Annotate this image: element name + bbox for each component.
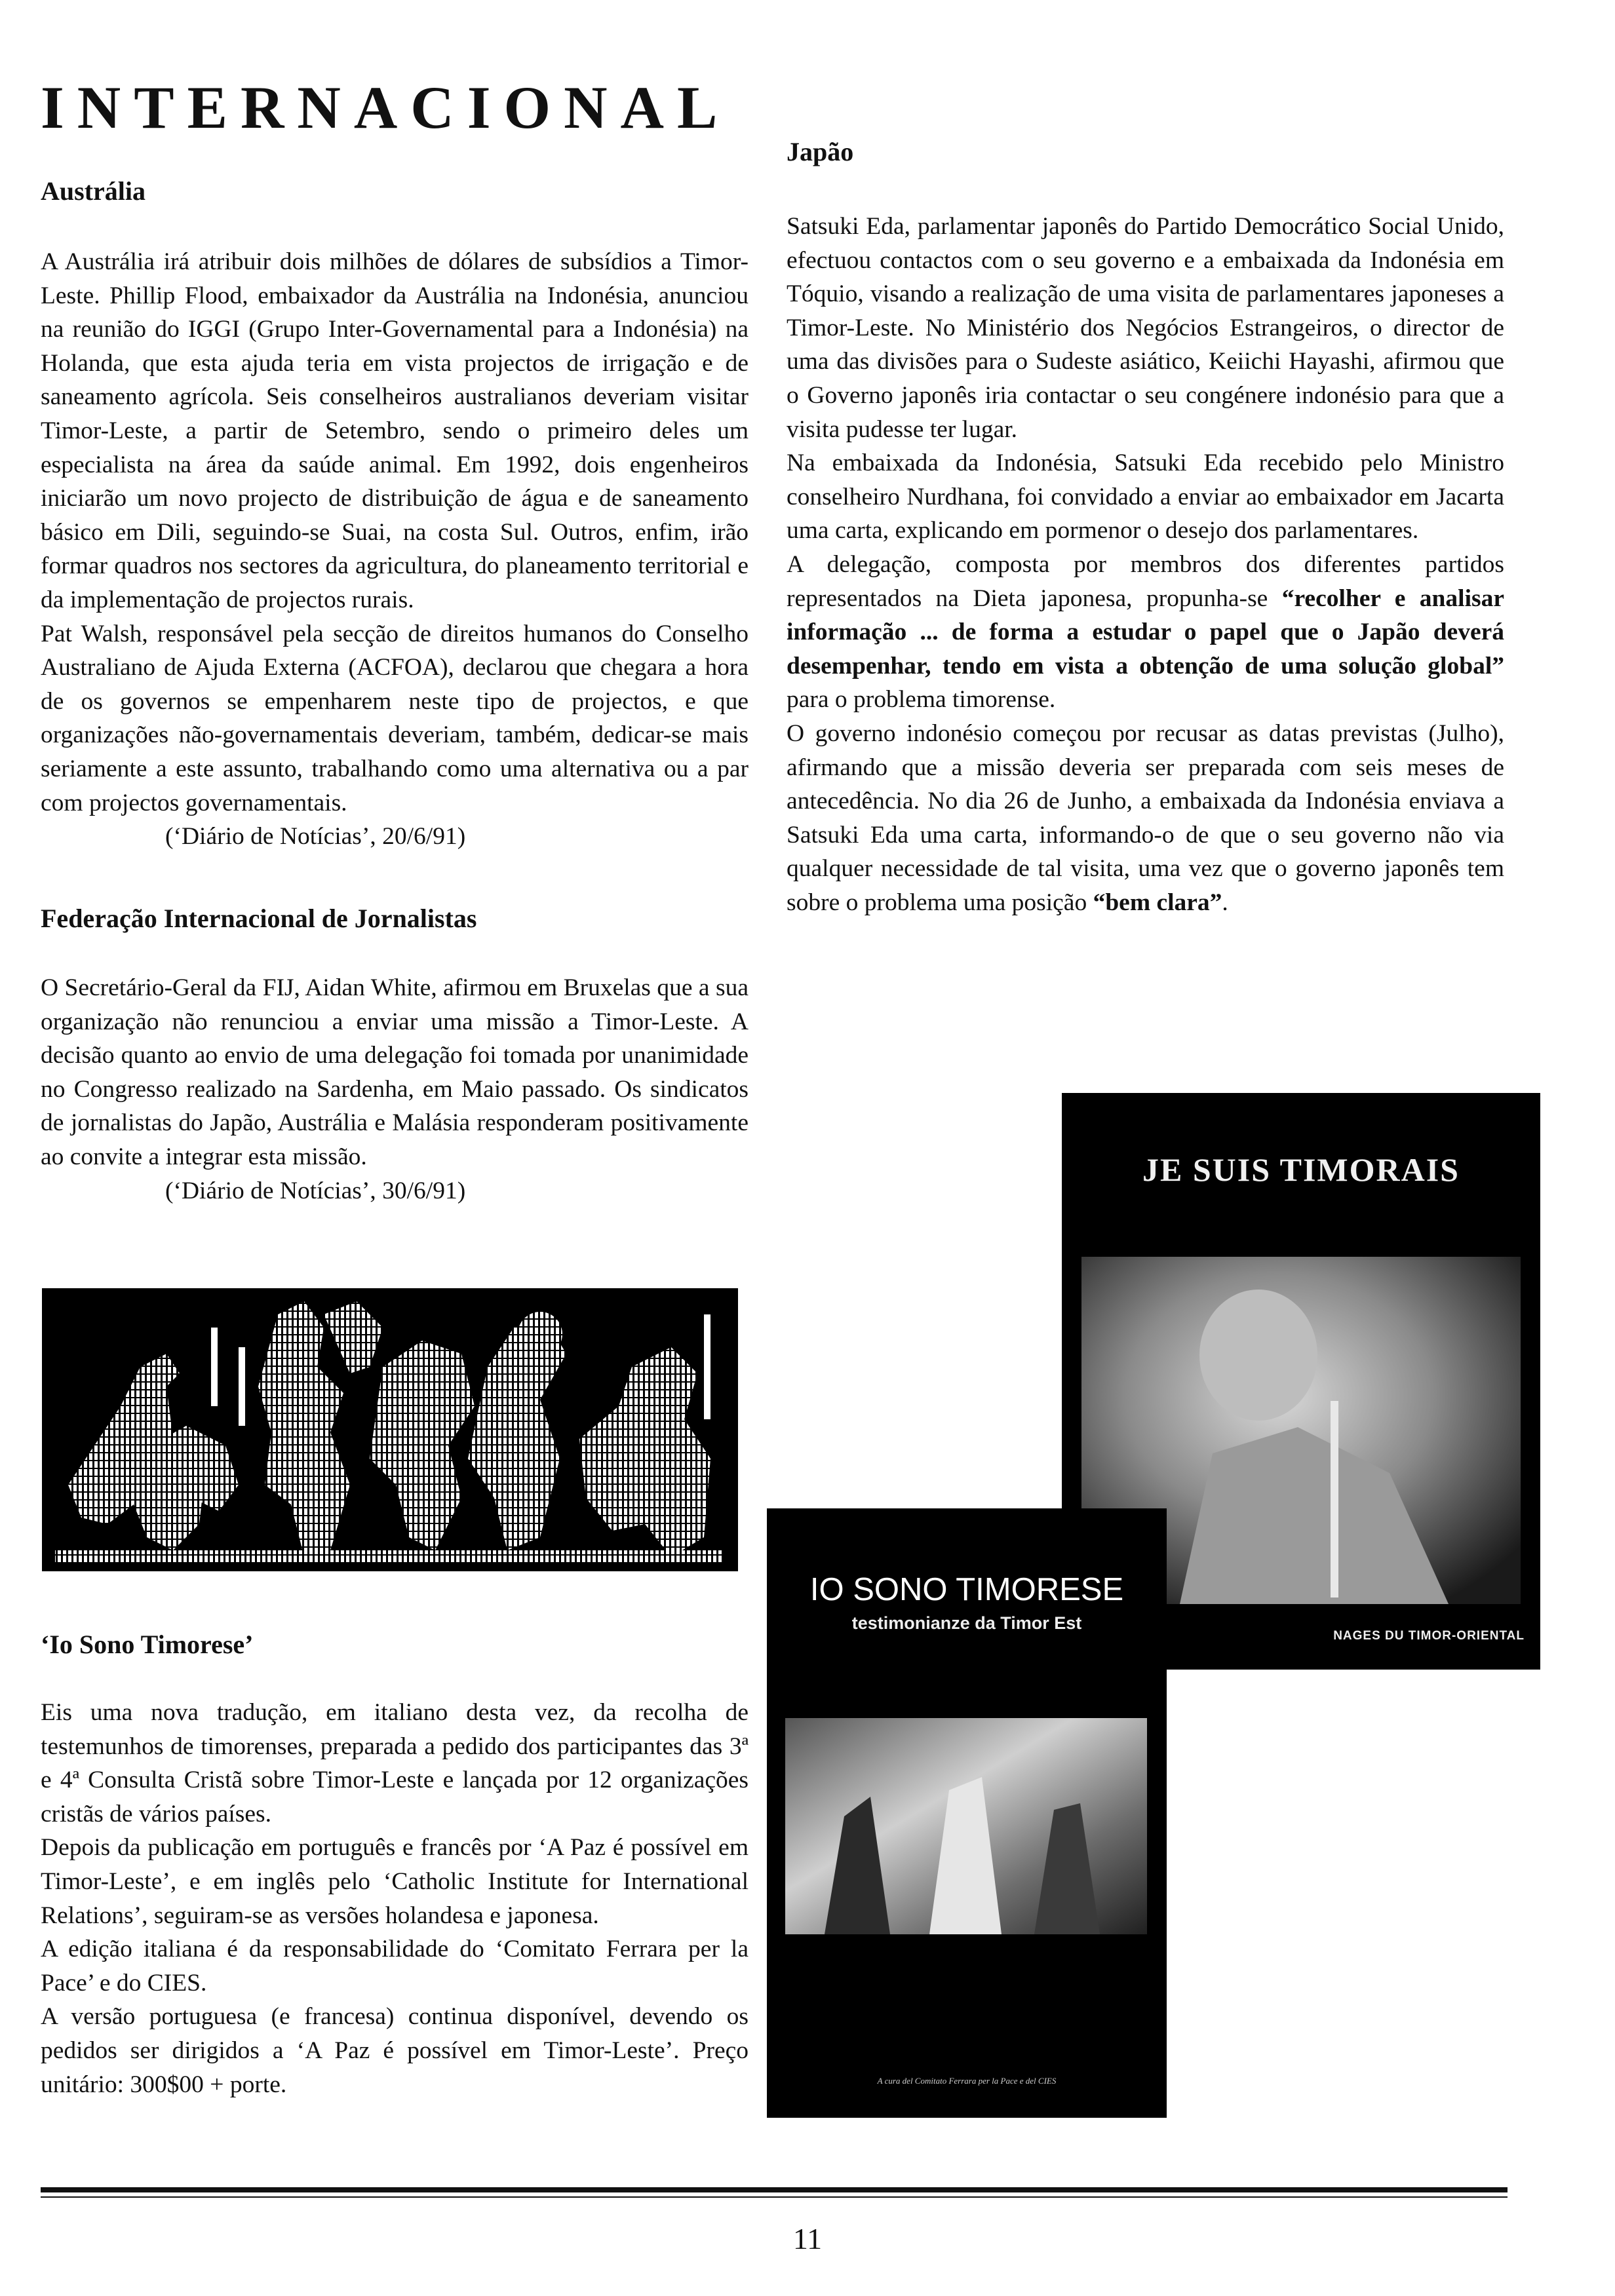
quote-bold: “recolher e analisar informação ... de forma a estudar o papel que o Japão deverá desempenhar, tendo em vista a obtenção de uma solução global” xyxy=(787,584,1504,679)
heading-australia: Austrália xyxy=(41,176,146,206)
cover-subtitle: NAGES DU TIMOR-ORIENTAL xyxy=(1333,1629,1525,1643)
paragraph-text: A delegação, composta por membros dos diferentes partidos representados na Dieta japonesa, propunha-se xyxy=(787,550,1504,612)
tais-textile-illustration xyxy=(42,1288,738,1571)
paragraph: Pat Walsh, responsável pela secção de direitos humanos do Conselho Australiano de Ajuda Externa (ACFOA), declarou que chegara a hora de os governos se empenharem neste tipo de projectos, e que organizações não-governamentais deveriam, também, dedicar-se mais seriamente a este assunto, trabalhando como uma alternativa ou a par com projectos governamentais. xyxy=(41,620,749,816)
crowd-photo xyxy=(785,1718,1147,1934)
article-japao xyxy=(787,136,1504,919)
paragraph: A versão portuguesa (e francesa) continua disponível, devendo os pedidos ser dirigidos a ‘A Paz é possível em Timor-Leste’. Preço unitário: 300$00 + porte. xyxy=(41,2003,749,2098)
heading-japao: Japão xyxy=(787,137,854,166)
cover-title: IO SONO TIMORESE xyxy=(809,1572,1124,1607)
paragraph: Na embaixada da Indonésia, Satsuki Eda recebido pelo Ministro conselheiro Nurdhana, foi convidado a enviar ao embaixador em Jacarta uma carta, explicando em pormenor o desejo dos parlamentares. xyxy=(787,450,1504,545)
quote-bold: “bem clara” xyxy=(1093,889,1222,916)
section-title: INTERNACIONAL xyxy=(41,74,731,141)
article-australia xyxy=(41,176,749,854)
paragraph-text: para o problema timorense. xyxy=(787,686,1056,714)
heading-fij: Federação Internacional de Jornalistas xyxy=(41,904,477,933)
paragraph: A edição italiana é da responsabilidade do ‘Comitato Ferrara per la Pace’ e do CIES. xyxy=(41,1936,749,1997)
cover-footer: A cura del Comitato Ferrara per la Pace e del CIES xyxy=(877,2076,1057,2086)
paragraph-text: O governo indonésio começou por recusar as datas previstas (Julho), afirmando que a missão deveria ser preparada com seis meses de antecedência. No dia 26 de Junho, a embaixada da Indonésia enviava a Satsuki Eda uma carta, informando-o de que o seu governo não via qualquer necessidade de tal visita, uma vez que o governo japonês tem sobre o problema uma posição xyxy=(787,719,1504,916)
paragraph xyxy=(787,717,1504,920)
source-citation: (‘Diário de Notícias’, 20/6/91) xyxy=(165,823,466,851)
tais-pattern-graphic xyxy=(42,1288,738,1571)
source-citation: (‘Diário de Notícias’, 30/6/91) xyxy=(165,1177,466,1204)
paragraph: Depois da publicação em português e francês por ‘A Paz é possível em Timor-Leste’, e em inglês pelo ‘Catholic Institute for International Relations’, seguiram-se as versões holandesa e japonesa. xyxy=(41,1834,749,1929)
paragraph-text: . xyxy=(1222,889,1228,916)
article-io-sono-timorese xyxy=(41,1629,749,2101)
cover-title: JE SUIS TIMORAIS xyxy=(1142,1151,1460,1188)
page-number: 11 xyxy=(792,2222,823,2255)
paragraph: A Austrália irá atribuir dois milhões de dólares de subsídios a Timor-Leste. Phillip Flood, embaixador da Austrália na Indonésia, anunciou na reunião do IGGI (Grupo Inter-Governamental para a Indonésia) na Holanda, que esta ajuda teria em vista projectos de irrigação e de saneamento agrícola. Seis conselheiros australianos deveriam visitar Timor-Leste, a partir de Setembro, sendo o primeiro deles um especialista na área da saúde animal. Em 1992, dois engenheiros iniciarão um novo projecto de distribuição de água e de saneamento básico em Dili, seguindo-se Suai, na costa Sul. Outros, enfim, irão formar quadros nos sectores da agricultura, do planeamento territorial e da implementação de projectos rurais. xyxy=(41,248,749,613)
footer-rule-thin xyxy=(41,2196,1508,2198)
paragraph xyxy=(787,548,1504,717)
footer-rule xyxy=(41,2187,1508,2192)
paragraph: Satsuki Eda, parlamentar japonês do Partido Democrático Social Unido, efectuou contactos com o seu governo e a embaixada da Indonésia em Tóquio, visando a realização de uma visita de parlamentares japoneses a Timor-Leste. No Ministério dos Negócios Estrangeiros, o director de uma das divisões para o Sudeste asiático, Keiichi Hayashi, afirmou que o Governo japonês iria contactar o seu congénere indonésio para que a visita pudesse ter lugar. xyxy=(787,213,1504,443)
article-fij xyxy=(41,903,749,1208)
cover-subtitle: testimonianze da Timor Est xyxy=(851,1613,1082,1633)
heading-io-sono: ‘Io Sono Timorese’ xyxy=(41,1630,254,1659)
paragraph: O Secretário-Geral da FIJ, Aidan White, afirmou em Bruxelas que a sua organização não renunciou a enviar uma missão a Timor-Leste. A decisão quanto ao envio de uma delegação foi tomada por unanimidade no Congresso realizado na Sardenha, em Maio passado. Os sindicatos de jornalistas do Japão, Austrália e Malásia responderam positivamente ao convite a integrar esta missão. xyxy=(41,974,749,1170)
book-cover-io-sono-timorese xyxy=(767,1508,1167,2118)
paragraph: Eis uma nova tradução, em italiano desta vez, da recolha de testemunhos de timorenses, preparada a pedido dos participantes das 3ª e 4ª Consulta Cristã sobre Timor-Leste e lançada por 12 organizações cristãs de vários países. xyxy=(41,1699,749,1827)
